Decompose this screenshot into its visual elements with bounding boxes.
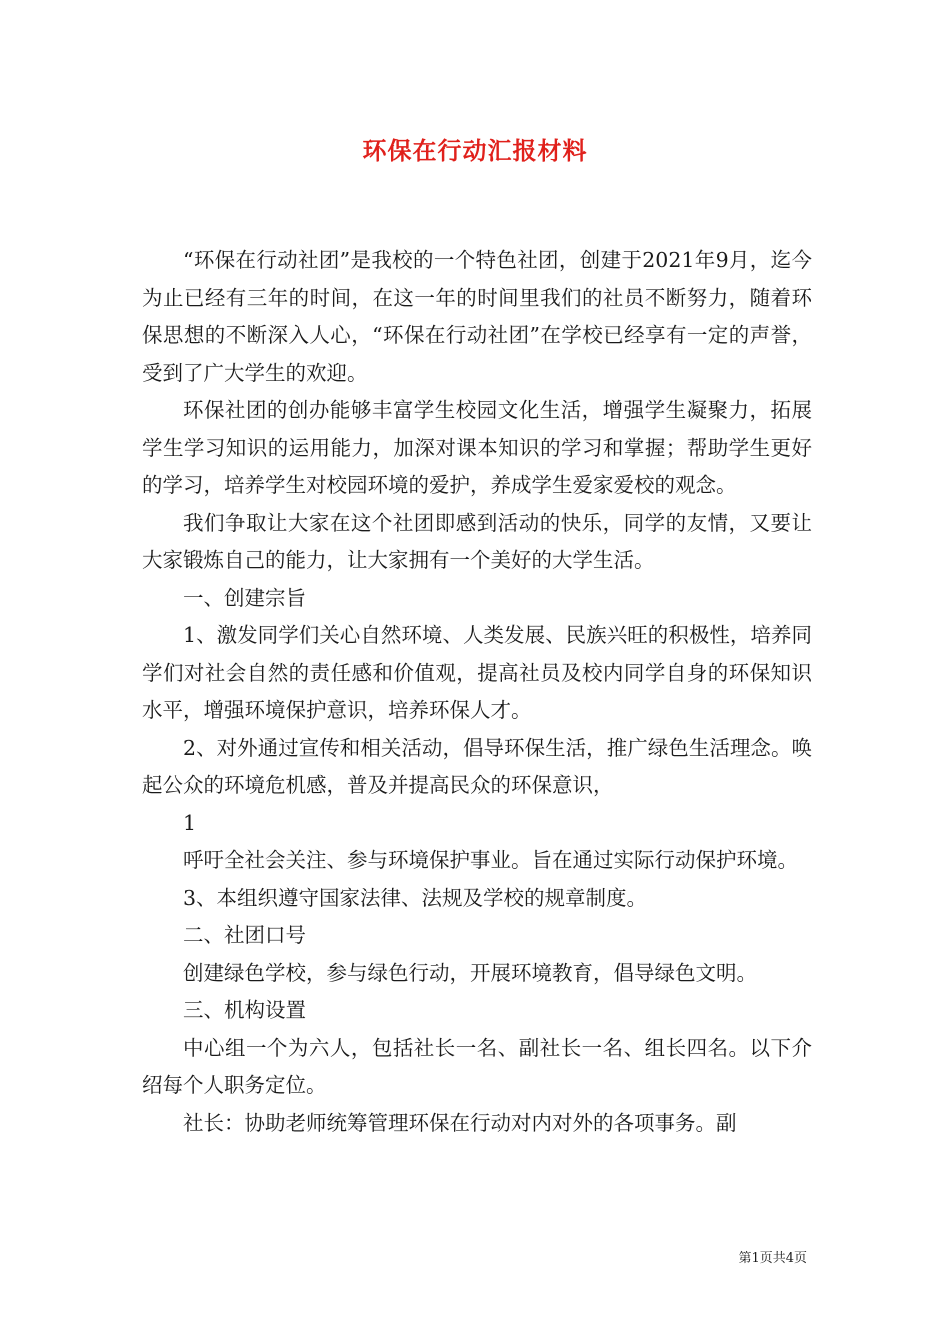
document-body [142, 242, 812, 1142]
paragraph-benefits: 环保社团的创办能够丰富学生校园文化生活，增强学生凝聚力，拓展学生学习知识的运用能力，加深对课本知识的学习和掌握；帮助学生更好的学习，培养学生对校园环境的爱护，养成学生爱家爱校的观念。 [142, 398, 812, 497]
paragraph-purpose-1: 1、激发同学们关心自然环境、人类发展、民族兴旺的积极性，培养同学们对社会自然的责任感和价值观，提高社员及校内同学自身的环保知识水平，增强环境保护意识，培养环保人才。 [142, 623, 812, 722]
section-heading-purpose: 一、创建宗旨 [183, 585, 306, 610]
paragraph-slogan: 创建绿色学校，参与绿色行动，开展环境教育，倡导绿色文明。 [183, 960, 757, 985]
inline-page-number: 1 [183, 810, 197, 835]
paragraph-president: 社长：协助老师统筹管理环保在行动对内对外的各项事务。副 [183, 1110, 737, 1135]
document-title: 环保在行动汇报材料 [362, 136, 588, 165]
paragraph-organization: 中心组一个为六人，包括社长一名、副社长一名、组长四名。以下介绍每个人职务定位。 [142, 1035, 812, 1097]
section-heading-slogan: 二、社团口号 [183, 923, 306, 947]
paragraph-purpose-2: 2、对外通过宣传和相关活动，倡导环保生活，推广绿色生活理念。唤起公众的环境危机感，普及并提高民众的环保意识， [142, 735, 812, 797]
paragraph-goal: 我们争取让大家在这个社团即感到活动的快乐，同学的友情，又要让大家锻炼自己的能力，让大家拥有一个美好的大学生活。 [142, 510, 812, 572]
section-heading-organization: 三、机构设置 [183, 998, 306, 1022]
paragraph-intro: “环保在行动社团”是我校的一个特色社团，创建于2021年9月，迄今为止已经有三年的时间，在这一年的时间里我们的社员不断努力，随着环保思想的不断深入人心，“环保在行动社团”在学校已经享有一定的声誉，受到了广大学生的欢迎。 [142, 248, 812, 385]
paragraph-purpose-3: 3、本组织遵守国家法律、法规及学校的规章制度。 [183, 885, 648, 910]
paragraph-purpose-2-cont: 呼吁全社会关注、参与环境保护事业。旨在通过实际行动保护环境。 [183, 848, 798, 872]
page-footer: 第1页共4页 [738, 1251, 807, 1266]
